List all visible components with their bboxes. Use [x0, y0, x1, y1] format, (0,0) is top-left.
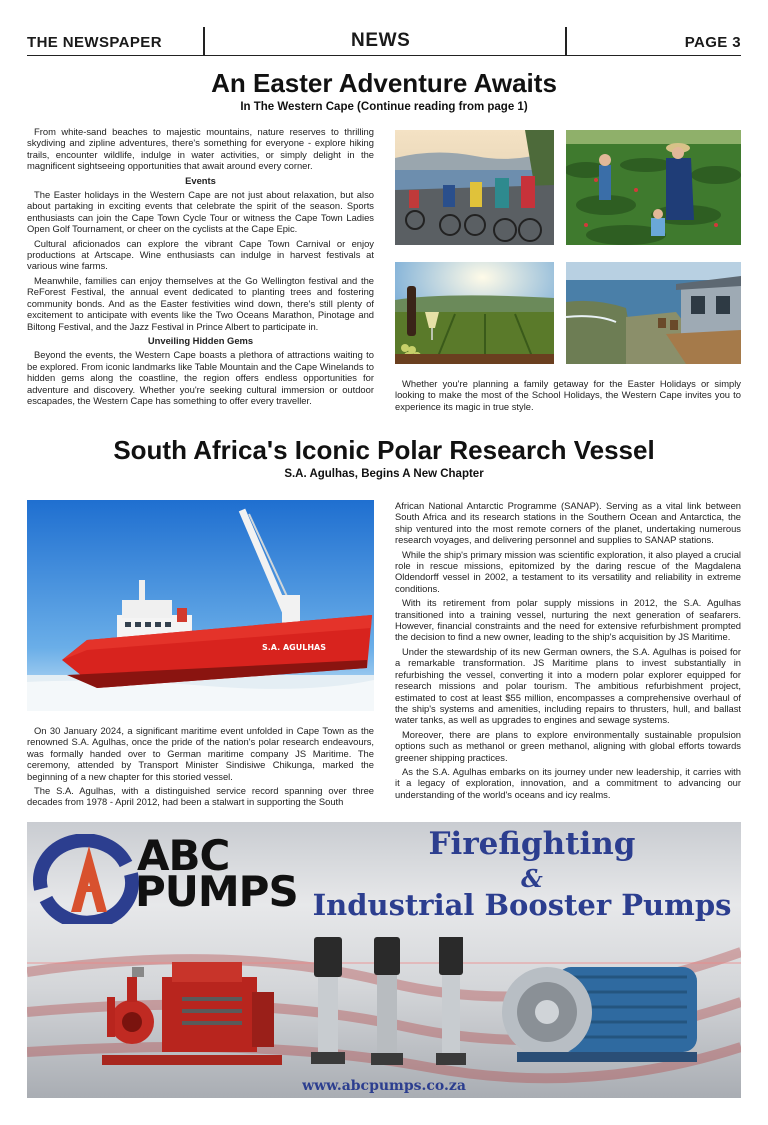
article1-column-left — [27, 126, 374, 409]
ad-headline-firefighting: Firefighting — [428, 826, 636, 862]
paragraph: While the ship's primary mission was scientific exploration, it also played a crucial role in rescue missions, epitomized by the daring rescue of the Magdalena Oldendorff vessel in 2002, a testament to its versatility and reliability in extreme conditions. — [395, 548, 741, 594]
paragraph: As the S.A. Agulhas embarks on its journey under new leadership, it carries with it a legacy of exploration, innovation, and a commitment to advancing our understanding of the world's oceans and icy realms. — [395, 765, 741, 800]
paragraph: Moreover, there are plans to explore environmentally sustainable propulsion options such as methanol or green methanol, aligning with global efforts towards greener shipping practices. — [395, 728, 741, 763]
abc-pumps-advertisement[interactable] — [27, 822, 741, 1098]
paragraph: From white-sand beaches to majestic mountains, nature reserves to thrilling skydiving and zipline adventures, there's something for everyone - explore hiking trails, encounter wildlife, indulge in water activities, or simply delight in the magnificent sightseeing opportunities that await around every corner. — [27, 126, 374, 172]
coastal-house-photo — [566, 262, 741, 364]
paragraph: Whether you're planning a family getaway for the Easter Holidays or simply looking to make the most of the School Holidays, the Western Cape invites you to experience its magic in true style. — [395, 378, 741, 412]
ship-hull-name: S.A. AGULHAS — [262, 643, 326, 652]
ad-headline-ampersand: & — [521, 864, 543, 893]
article1-column-right — [395, 378, 741, 415]
article2-subheadline: S.A. Agulhas, Begins A New Chapter — [284, 468, 484, 480]
ship-photo — [27, 500, 374, 711]
article2-column-right — [395, 500, 741, 803]
section-name: NEWS — [351, 30, 411, 51]
abc-pumps-logo-icon — [31, 834, 141, 924]
paragraph: Cultural aficionados can explore the vibrant Cape Town Carnival or enjoy productions at Artscape. Wine enthusiasts can indulge in harvest festivals at various wine farms. — [27, 237, 374, 272]
paragraph: With its retirement from polar supply missions in 2012, the S.A. Agulhas transitioned into a training vessel, nurturing the next generation of seafarers. However, financial constraints and the need for extensive refurbishment prompted the decision to find a new owner, leading to the ship's acquisition by JS Maritime. — [395, 597, 741, 643]
publication-name: THE NEWSPAPER — [27, 34, 162, 51]
industrial-booster-pump-image — [497, 942, 717, 1072]
cyclists-photo — [395, 130, 554, 245]
paragraph: On 30 January 2024, a significant maritime event unfolded in Cape Town as the renowned S.A. Agulhas, once the pride of the nation's polar research endeavours, was formally handed over to German maritime company JS Maritime. The ceremony, attended by Transport Minister Sindisiwe Chikunga, marked the beginning of a new chapter for this storied vessel. — [27, 725, 374, 782]
article2-column-left — [27, 725, 374, 811]
logo-line-pumps: PUMPS — [135, 867, 298, 916]
article1-subheadline: In The Western Cape (Continue reading from page 1) — [240, 101, 528, 113]
farm-picking-photo — [566, 130, 741, 245]
paragraph: Meanwhile, families can enjoy themselves at the Go Wellington festival and the ReForest Festival, the annual event dedicated to planting trees and fostering community bonds. And as the Easter festivities wind down, there's still plenty of excitement to anticipate with events like the Two Oceans Marathon, Pinotage and Biltong Festival, and the Jazz Festival in Prince Albert to participate in. — [27, 274, 374, 332]
paragraph: Under the stewardship of its new German owners, the S.A. Agulhas is poised for a remarkable transformation. JS Maritime plans to invest substantially in refurbishing the vessel, converting it into a modern polar explorer equipped for research missions and polar tourism. The ambitious refurbishment project, estimated to cost at least $55 million, encompasses a comprehensive overhaul of the ship's systems and amenities, including repairs to thrusters, hull, and ballast water tanks, as well as upgrades to engines and sewage systems. — [395, 645, 741, 726]
section-heading: Events — [185, 174, 216, 186]
vineyard-wine-photo — [395, 262, 554, 364]
section-heading: Unveiling Hidden Gems — [147, 334, 254, 346]
article1-headline: An Easter Adventure Awaits — [211, 68, 557, 98]
vertical-booster-pumps-image — [309, 937, 499, 1072]
masthead-divider — [203, 27, 205, 55]
ad-headline-booster-pumps: Industrial Booster Pumps — [312, 888, 732, 922]
article2-headline: South Africa's Iconic Polar Research Vessel — [113, 435, 655, 465]
logo-line-abc: ABC — [137, 831, 230, 880]
paragraph: African National Antarctic Programme (SANAP). Serving as a vital link between South Africa and its research stations in the Southern Ocean and Antarctica, the ship ventured into the most remote corners of the planet, undertaking numerous research voyages, and delivering personnel and supplies to SANAP stations. — [395, 500, 741, 546]
ad-website-link[interactable]: www.abcpumps.co.za — [302, 1078, 466, 1094]
page-number: PAGE 3 — [684, 34, 741, 51]
masthead-divider — [565, 27, 567, 55]
paragraph: Beyond the events, the Western Cape boasts a plethora of attractions waiting to be explored. From iconic landmarks like Table Mountain and the Cape Winelands to hidden gems along the coastline, the region offers endless opportunities for adventure and discovery. Whether you're seeking cultural immersion or outdoor escapades, the Western Cape has something to offer every traveller. — [27, 349, 374, 406]
paragraph: The Easter holidays in the Western Cape are not just about relaxation, but also about partaking in exciting events that celebrate the spirit of the season. Sports enthusiasts can join the Cape Town Cycle Tour or witness the Cape Town Ladies Open Golf Tournament, or cheer on the cyclists at the Cape Epic. — [27, 189, 374, 235]
paragraph: The S.A. Agulhas, with a distinguished service record spanning over three decades from 1978 - April 2012, had been a stalwart in supporting the South — [27, 785, 374, 808]
fire-pump-unit-image — [102, 937, 282, 1072]
masthead — [27, 27, 741, 56]
